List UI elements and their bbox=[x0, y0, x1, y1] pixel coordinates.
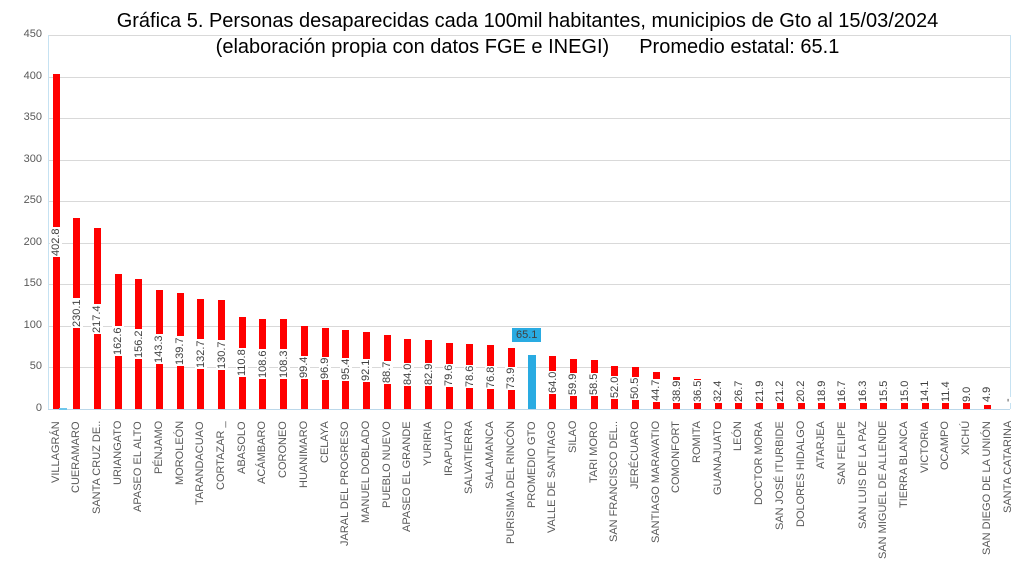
x-axis-category-label: VALLE DE SANTIAGO bbox=[546, 421, 559, 533]
x-axis-category-label: SAN LUIS DE LA PAZ bbox=[856, 420, 869, 529]
bar-value-label: 14.1 bbox=[919, 380, 932, 402]
bar-value-label: 21.9 bbox=[753, 380, 766, 402]
x-axis-category-label: COMONFORT bbox=[670, 421, 683, 493]
gridline bbox=[48, 77, 1010, 78]
x-axis-category-label: TARI MORO bbox=[587, 421, 600, 483]
bar-value-label: 52.0 bbox=[608, 376, 621, 398]
bar-value-label: 139.7 bbox=[174, 337, 187, 365]
x-axis-category-label: SANTIAGO MARAVATIO bbox=[649, 420, 662, 543]
bar-value-label: 84.0 bbox=[401, 363, 414, 385]
x-axis-category-label: ATARJEA bbox=[815, 421, 828, 469]
x-axis-category-label: JERÉCUARO bbox=[628, 421, 641, 489]
x-axis-category-label: JARAL DEL PROGRESO bbox=[339, 421, 352, 546]
x-axis-category-label: DOLORES HIDALGO bbox=[794, 420, 807, 527]
gridline bbox=[48, 326, 1010, 327]
bar-value-label: 21.2 bbox=[774, 380, 787, 402]
x-axis-category-label: CORTAZAR _ bbox=[215, 421, 228, 490]
x-axis-category-label: CELAYA bbox=[318, 421, 331, 463]
chart-title: Gráfica 5. Personas desaparecidas cada 100mil habitantes, municipios de Gto al 15/03/2024 bbox=[116, 10, 939, 32]
bar-value-label: 162.6 bbox=[112, 327, 125, 356]
y-axis-tick-label: 150 bbox=[23, 277, 42, 290]
x-axis-category-label: URIANGATO bbox=[111, 420, 124, 485]
bar-value-label: 130.7 bbox=[215, 341, 228, 369]
x-axis-category-label: TARANDACUAO bbox=[194, 421, 207, 505]
y-axis-tick-label: 200 bbox=[23, 235, 42, 248]
x-axis-category-label: APASEO EL ALTO bbox=[132, 421, 145, 512]
x-axis-category-label: ACÁMBARO bbox=[256, 421, 269, 484]
x-axis-category-label: XICHÚ bbox=[960, 420, 973, 455]
bar-value-label: 132.7 bbox=[194, 340, 207, 368]
bar-value-label: 16.3 bbox=[857, 380, 870, 402]
bar-value-label: 217.4 bbox=[91, 305, 104, 333]
bar-value-label: - bbox=[1002, 398, 1014, 402]
bar-value-label: 82.9 bbox=[422, 363, 435, 386]
x-axis-category-label: SAN FELIPE bbox=[835, 421, 848, 485]
bar-value-label: 402.8 bbox=[50, 228, 62, 256]
x-axis-category-label: SAN MIGUEL DE ALLENDE bbox=[877, 420, 890, 559]
bar-value-label: 58.5 bbox=[588, 373, 601, 396]
bar-value-label: 4.9 bbox=[981, 386, 994, 402]
promedio-value-badge: 65.1 bbox=[512, 328, 541, 342]
bar-value-label: 88.7 bbox=[381, 361, 394, 383]
chart-subtitle: (elaboración propia con datos FGE e INEGI) bbox=[215, 36, 610, 58]
bar-value-label: 32.4 bbox=[712, 380, 725, 402]
x-axis-category-label: SILAO bbox=[566, 420, 579, 453]
plot-right-border bbox=[1010, 35, 1011, 409]
x-axis-category-label: MANUEL DOBLADO bbox=[359, 420, 372, 523]
x-axis-category-label: SAN JOSÉ ITURBIDE bbox=[773, 421, 786, 530]
bar-value-label: 99.4 bbox=[298, 356, 311, 379]
promedio-bar[interactable] bbox=[528, 355, 537, 409]
bar-value-label: 36.5 bbox=[691, 380, 704, 402]
x-axis-category-label: LEÓN bbox=[732, 421, 745, 451]
bar-value-label: 73.9 bbox=[505, 367, 518, 389]
baseline-blue-dash bbox=[59, 408, 67, 411]
y-axis-tick-label: 0 bbox=[35, 402, 42, 414]
bar-value-label: 50.5 bbox=[629, 377, 642, 399]
bar-value-label: 110.8 bbox=[236, 349, 249, 377]
x-axis-category-label: VICTORIA bbox=[918, 421, 931, 473]
y-axis-tick-label: 350 bbox=[23, 111, 42, 124]
y-axis-tick-label: 250 bbox=[23, 194, 42, 207]
bar-value-label: 9.0 bbox=[960, 386, 973, 402]
x-axis-category-label: SANTA CATARINA bbox=[1001, 420, 1014, 513]
x-axis-category-label: ROMITA bbox=[691, 421, 704, 463]
x-axis-category-label: OCAMPO bbox=[939, 421, 952, 470]
bar-value-label: 44.7 bbox=[650, 379, 663, 401]
bar-value-label: 92.1 bbox=[360, 359, 373, 382]
plot-left-border bbox=[48, 35, 49, 409]
x-axis-category-label: SAN FRANCISCO DEL.. bbox=[608, 420, 621, 542]
bar-value-label: 108.3 bbox=[277, 350, 290, 378]
bar-value-label: 16.7 bbox=[836, 380, 849, 402]
x-axis-category-label: VILLAGRÁN bbox=[49, 421, 62, 483]
x-axis-category-label: IRAPUATO bbox=[442, 420, 455, 476]
x-axis-category-label: TIERRA BLANCA bbox=[898, 421, 911, 508]
x-axis-category-label: PÉNJAMO bbox=[152, 420, 165, 474]
gridline bbox=[48, 35, 1010, 36]
bar-value-label: 76.8 bbox=[484, 366, 497, 388]
bar-value-label: 96.9 bbox=[319, 357, 332, 380]
bar-value-label: 38.9 bbox=[670, 380, 683, 402]
gridline bbox=[48, 201, 1010, 202]
x-axis-category-label: SAN DIEGO DE LA UNIÓN bbox=[980, 421, 993, 555]
x-axis-category-label: PURISIMA DEL RINCÓN bbox=[504, 420, 517, 544]
promedio-note: Promedio estatal: 65.1 bbox=[639, 36, 840, 58]
bar-value-label: 15.0 bbox=[898, 380, 911, 402]
bar-value-label: 11.4 bbox=[939, 381, 952, 402]
x-axis-category-label: SANTA CRUZ DE.. bbox=[90, 420, 103, 514]
y-axis-tick-label: 450 bbox=[23, 28, 42, 40]
x-axis-line bbox=[48, 409, 1010, 410]
bar-value-label: 15.5 bbox=[877, 380, 890, 402]
x-axis-category-label: PUEBLO NUEVO bbox=[380, 421, 393, 508]
gridline bbox=[48, 160, 1010, 161]
bar-value-label: 230.1 bbox=[70, 299, 83, 328]
bar-value-label: 59.9 bbox=[567, 373, 580, 395]
x-axis-category-label: CORONEO bbox=[277, 421, 290, 478]
bar-value-label: 79.6 bbox=[443, 364, 456, 387]
bar-value-label: 95.4 bbox=[339, 358, 352, 380]
x-axis-category-label: HUANIMARO bbox=[297, 420, 310, 488]
bar-value-label: 108.6 bbox=[256, 350, 269, 378]
gridline bbox=[48, 118, 1010, 119]
x-axis-category-label: GUANAJUATO bbox=[711, 420, 724, 495]
y-axis-tick-label: 300 bbox=[23, 152, 42, 165]
gridline bbox=[48, 284, 1010, 285]
x-axis-category-label: MOROLEÓN bbox=[173, 420, 186, 485]
bar-value-label: 64.0 bbox=[546, 371, 559, 393]
x-axis-category-label: PROMEDIO GTO bbox=[525, 421, 538, 508]
bar-value-label: 26.7 bbox=[732, 380, 745, 402]
x-axis-category-label: YURIRIA bbox=[422, 421, 435, 466]
bar-value-label: 18.9 bbox=[815, 380, 828, 402]
bar[interactable] bbox=[984, 405, 991, 409]
x-axis-category-label: SALVATIERRA bbox=[463, 420, 476, 494]
x-axis-category-label: SALAMANCA bbox=[484, 421, 497, 489]
bar-value-label: 143.3 bbox=[153, 335, 166, 364]
y-axis-tick-label: 100 bbox=[23, 318, 42, 331]
bar-value-label: 78.6 bbox=[463, 365, 476, 387]
x-axis-category-label: ABASOLO bbox=[235, 421, 248, 474]
x-axis-category-label: DOCTOR MORA bbox=[753, 421, 766, 505]
x-axis-category-label: CUERAMARO bbox=[70, 421, 83, 493]
bar-value-label: 156.2 bbox=[132, 330, 145, 359]
y-axis-tick-label: 400 bbox=[23, 69, 42, 82]
bar-value-label: 20.2 bbox=[795, 380, 808, 402]
y-axis-tick-label: 50 bbox=[29, 360, 42, 373]
gridline bbox=[48, 243, 1010, 244]
x-axis-category-label: APASEO EL GRANDE bbox=[401, 421, 414, 532]
